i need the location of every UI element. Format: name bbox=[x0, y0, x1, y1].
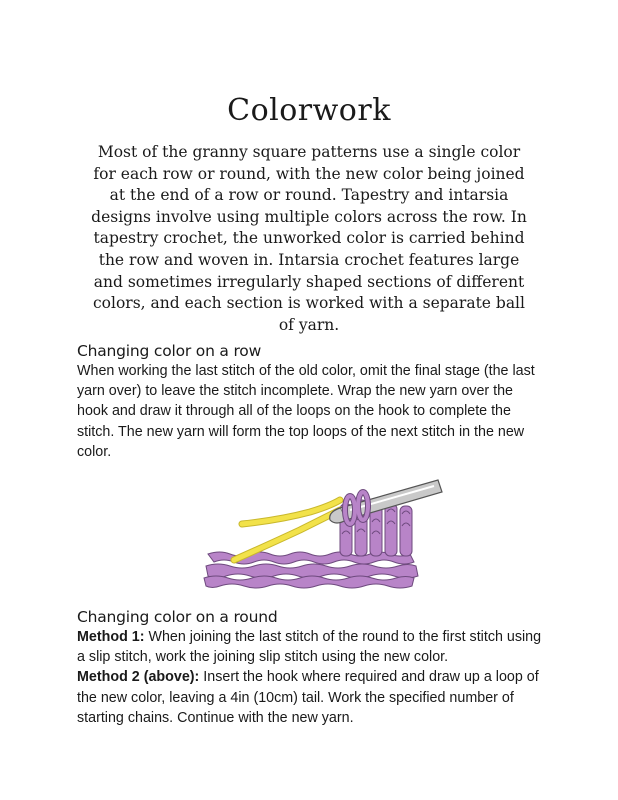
intro-paragraph: Most of the granny square patterns use a single color for each row or round, with the new color being joined at the end of a row or round. Tapestry and intarsia designs involve using multiple colors across the row. In tapestry crochet, the unworked color is carried behind the row and woven in. Intarsia crochet features large and sometimes irregularly shaped sections of different colors, and each section is worked with a separate ball of yarn. bbox=[91, 143, 527, 334]
section-heading-round: Changing color on a round bbox=[77, 608, 278, 626]
page-title: Colorwork bbox=[227, 93, 391, 128]
method1-text: When joining the last stitch of the round to the first stitch using a slip stitch, work the joining slip stitch using the new color. bbox=[77, 629, 542, 666]
section-heading-row: Changing color on a row bbox=[77, 342, 262, 360]
section-body-round bbox=[77, 627, 547, 728]
crochet-hook-illustration bbox=[190, 470, 450, 620]
method1-label: Method 1: bbox=[77, 629, 145, 645]
method2-label: Method 2 (above): bbox=[77, 669, 200, 686]
method2-text: Insert the hook where required and draw up a loop of the new color, leaving a 4in (10cm) tail. Work the specified number of starting chains. Continue with the new yarn. bbox=[77, 669, 539, 726]
section-body-row: When working the last stitch of the old color, omit the final stage (the last yarn over) to leave the stitch incomplete. Wrap the new yarn over the hook and draw it through all of the loops on the hook to complete the stitch. The new yarn will form the top loops of the next stitch in the new color. bbox=[77, 363, 535, 460]
